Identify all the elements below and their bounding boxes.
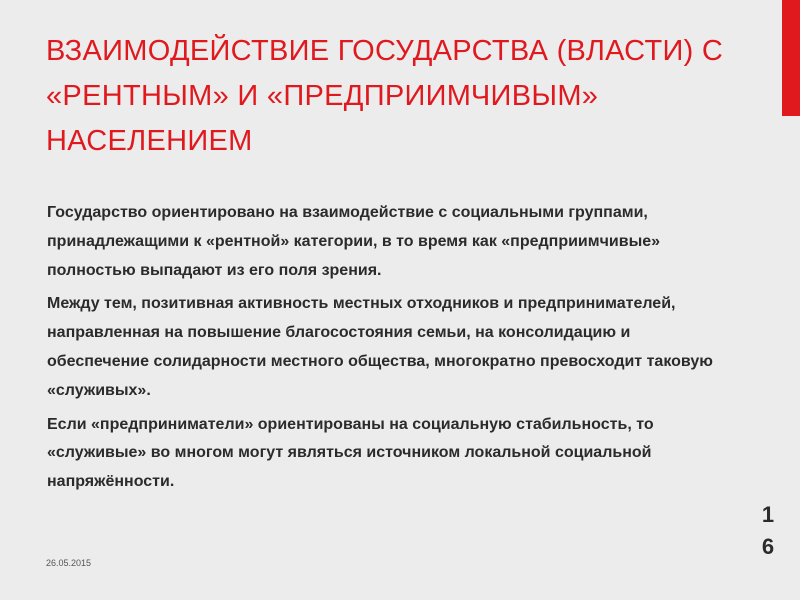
body-paragraph-3: Если «предприниматели» ориентированы на социальную стабильность, то «служивые» во многом могут являться источником локальной социальной напряжённости. [47,415,654,491]
slide-body [47,199,727,502]
page-number: 16 [761,502,775,559]
slide-title: ВЗАИМОДЕЙСТВИЕ ГОСУДАРСТВА (ВЛАСТИ) С «РЕНТНЫМ» И «ПРЕДПРИИМЧИВЫМ» НАСЕЛЕНИЕМ [46,35,724,157]
accent-bar [782,0,800,116]
body-paragraph-1: Государство ориентировано на взаимодействие с социальными группами, принадлежащими к «рентной» категории, в то время как «предприимчивые» полностью выпадают из его поля зрения. [47,204,661,279]
body-paragraph-2: Между тем, позитивная активность местных отходников и предпринимателей, направленная на повышение благосостояния семьи, на консолидацию и обеспечение солидарности местного общества, многократно превосходит таковую «служивых». [47,295,713,399]
slide-date: 26.05.2015 [46,558,92,568]
